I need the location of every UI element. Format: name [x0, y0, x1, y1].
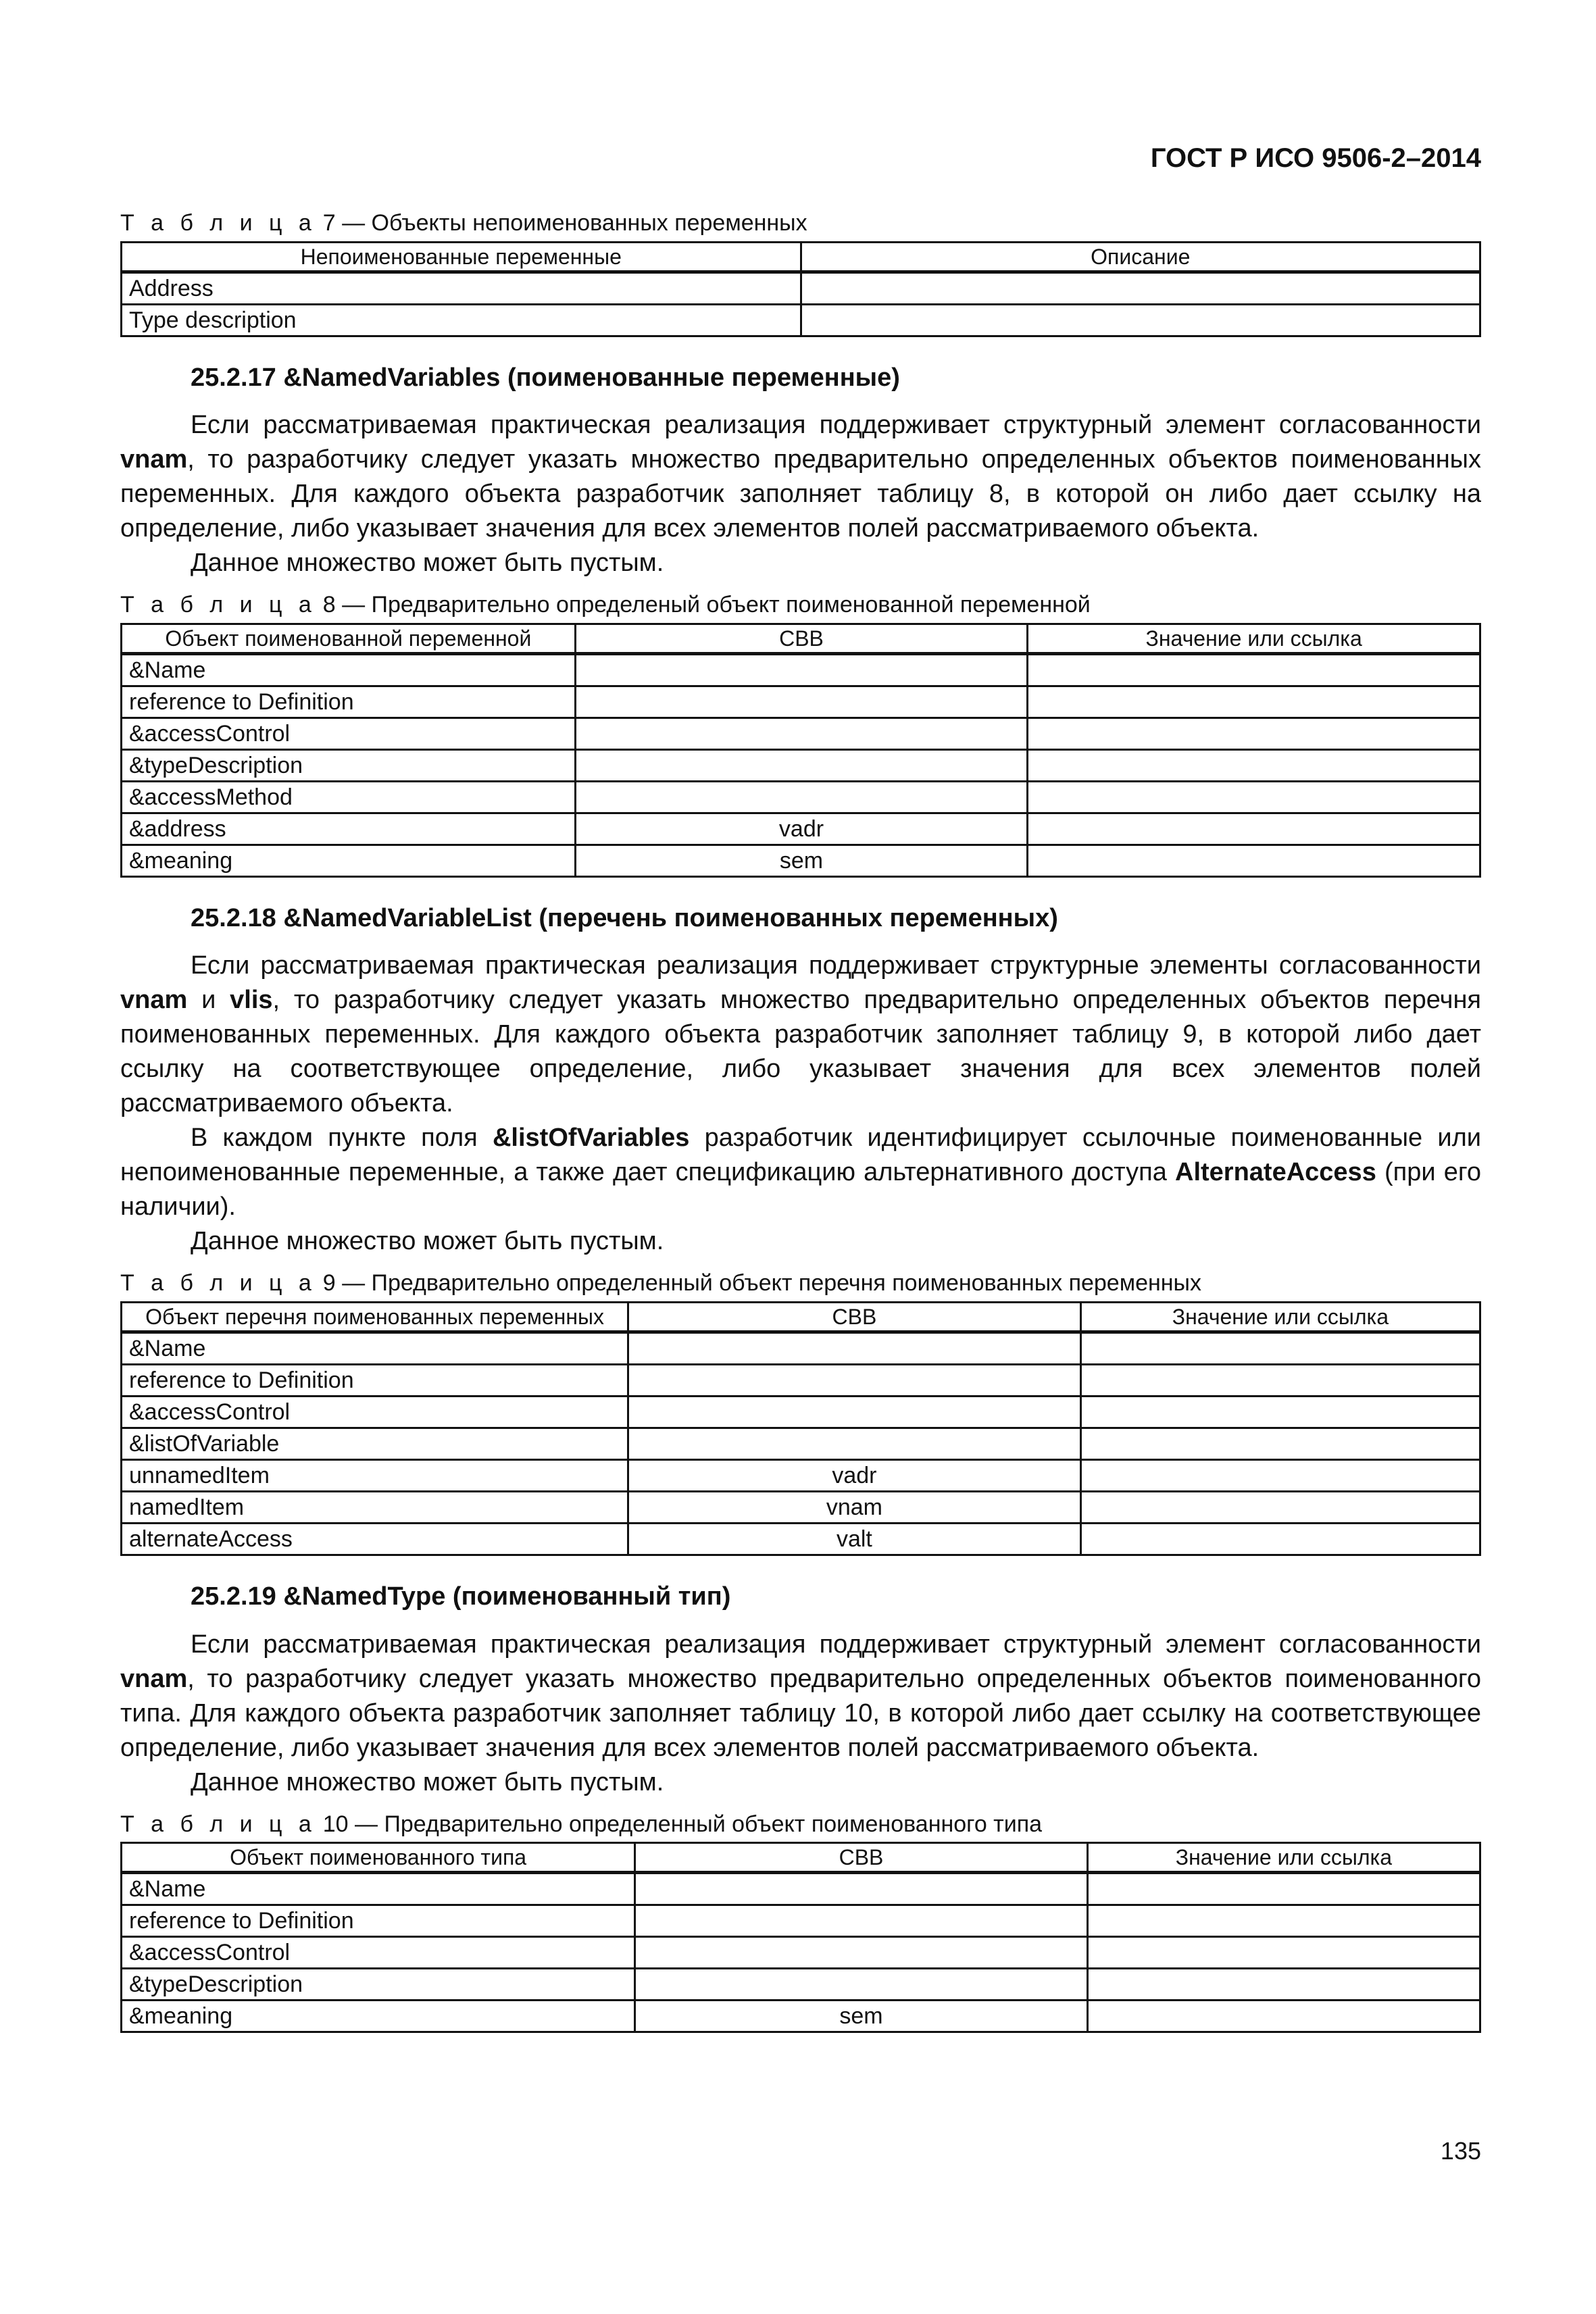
table-row — [122, 272, 1480, 304]
table-cell — [1087, 1937, 1480, 1969]
table-cell: &typeDescription — [122, 1969, 635, 2001]
table-cell: Type description — [122, 304, 801, 336]
table8-title: 8 — Предварительно определеный объект поименованной переменной — [316, 592, 1091, 618]
table-row — [122, 686, 1480, 718]
table-row — [122, 1969, 1480, 2001]
table-cell — [575, 686, 1028, 718]
document-page — [120, 142, 1481, 2033]
table-cell: reference to Definition — [122, 686, 576, 718]
table-cell — [628, 1428, 1081, 1460]
table-cell — [635, 1937, 1088, 1969]
bold-term: vlis — [230, 986, 273, 1015]
table-cell: vnam — [628, 1492, 1081, 1524]
table-cell: reference to Definition — [122, 1905, 635, 1937]
table-cell — [1080, 1524, 1480, 1555]
table-cell — [1028, 781, 1480, 813]
table-cell — [1087, 1969, 1480, 2001]
table9 — [120, 1301, 1481, 1556]
table-cell — [801, 272, 1480, 304]
column-header: Значение или ссылка — [1028, 624, 1480, 653]
table-row — [122, 1873, 1480, 1905]
table-row — [122, 1524, 1480, 1555]
table-cell — [1028, 813, 1480, 845]
table-cell — [575, 718, 1028, 749]
table-cell — [1028, 653, 1480, 686]
table-row — [122, 749, 1480, 781]
table-cell: &meaning — [122, 845, 576, 876]
column-header: Непоименованные переменные — [122, 242, 801, 272]
text-run: В каждом пункте поля — [191, 1124, 493, 1153]
text-run: , то разработчику следует указать множество предварительно определенных объектов поименованного типа. Для каждого объекта разработчик заполняет таблицу 10, в которой либо дает ссылку на соответствующее определение, либо указывает значения для всех элементов полей рассматриваемого объекта. — [120, 1664, 1481, 1762]
table-row — [122, 1905, 1480, 1937]
column-header: Значение или ссылка — [1087, 1843, 1480, 1873]
table-cell: &typeDescription — [122, 749, 576, 781]
table-cell: unnamedItem — [122, 1460, 628, 1492]
paragraph: Данное множество может быть пустым. — [191, 1227, 664, 1256]
table10-label: Т а б л и ц а — [120, 1811, 317, 1837]
table-cell: &meaning — [122, 2001, 635, 2032]
paragraph — [120, 1121, 1481, 1224]
table-cell — [1028, 718, 1480, 749]
table-cell: valt — [628, 1524, 1081, 1555]
table-row — [122, 781, 1480, 813]
table-header-row — [122, 624, 1480, 653]
table-cell: Address — [122, 272, 801, 304]
bold-term: &listOfVariables — [492, 1124, 690, 1153]
section-25-2-18 — [120, 902, 1481, 1259]
table-cell: reference to Definition — [122, 1365, 628, 1397]
table7-caption — [120, 209, 1481, 237]
bold-term: vnam — [120, 445, 188, 474]
table-row — [122, 304, 1480, 336]
text-run: , то разработчику следует указать множество предварительно определенных объектов перечня поименованных переменных. Для каждого объекта разработчик заполняет таблицу 9, в которой либо дает ссылку на соответствующее определение, либо указывает значения для всех элементов полей рассматриваемого объекта. — [120, 986, 1482, 1118]
table10 — [120, 1842, 1481, 2033]
table-cell — [1080, 1492, 1480, 1524]
table8-caption — [120, 591, 1481, 619]
table-row — [122, 1492, 1480, 1524]
text-run: и — [187, 986, 230, 1015]
column-header: Объект поименованного типа — [122, 1843, 635, 1873]
table-cell — [1087, 1905, 1480, 1937]
paragraph: Данное множество может быть пустым. — [191, 549, 664, 578]
bold-term: vnam — [120, 986, 188, 1015]
table-cell: &accessControl — [122, 1397, 628, 1428]
table-cell: &Name — [122, 653, 576, 686]
table-cell — [1087, 2001, 1480, 2032]
bold-term: vnam — [120, 1664, 188, 1693]
table-row — [122, 1428, 1480, 1460]
table-row — [122, 1937, 1480, 1969]
text-run: , то разработчику следует указать множество предварительно определенных объектов поименованных переменных. Для каждого объекта разработчик заполняет таблицу 8, в которой он либо дает ссылку на определение, либо указывает значения для всех элементов полей рассматриваемого объекта. — [120, 445, 1481, 543]
table-cell — [635, 1873, 1088, 1905]
table-cell: sem — [575, 845, 1028, 876]
table-row — [122, 1365, 1480, 1397]
column-header: СВВ — [635, 1843, 1088, 1873]
section-25-2-17 — [120, 361, 1481, 580]
table-row — [122, 718, 1480, 749]
table-cell — [801, 304, 1480, 336]
table-cell — [635, 1905, 1088, 1937]
table-cell: &address — [122, 813, 576, 845]
table-cell — [1028, 845, 1480, 876]
paragraph — [120, 408, 1481, 546]
section-25-2-19 — [120, 1580, 1481, 1799]
text-run: Если рассматриваемая практическая реализация поддерживает структурный элемент согласованности — [191, 411, 1481, 440]
table-cell: namedItem — [122, 1492, 628, 1524]
table-row — [122, 845, 1480, 876]
table9-caption — [120, 1269, 1481, 1297]
table-cell: vadr — [575, 813, 1028, 845]
table-row — [122, 1397, 1480, 1428]
table-row — [122, 1460, 1480, 1492]
table-cell — [575, 653, 1028, 686]
table8-label: Т а б л и ц а — [120, 592, 317, 618]
table-cell — [1080, 1332, 1480, 1365]
text-run: Если рассматриваемая практическая реализация поддерживает структурный элемент согласованности — [191, 1630, 1481, 1659]
column-header: Объект перечня поименованных переменных — [122, 1303, 628, 1332]
table10-title: 10 — Предварительно определенный объект поименованного типа — [316, 1811, 1043, 1837]
table-cell — [1080, 1460, 1480, 1492]
table-row — [122, 653, 1480, 686]
table-cell — [1028, 749, 1480, 781]
table9-label: Т а б л и ц а — [120, 1270, 317, 1297]
table-cell: sem — [635, 2001, 1088, 2032]
table-cell — [1080, 1397, 1480, 1428]
table-cell — [1080, 1428, 1480, 1460]
table-row — [122, 2001, 1480, 2032]
table-cell — [635, 1969, 1088, 2001]
table-cell — [1087, 1873, 1480, 1905]
table-cell: &accessControl — [122, 718, 576, 749]
table7-title: 7 — Объекты непоименованных переменных — [316, 210, 807, 236]
section-heading: 25.2.18 &NamedVariableList (перечень поименованных переменных) — [191, 903, 1058, 932]
table-row — [122, 1332, 1480, 1365]
table-cell: &listOfVariable — [122, 1428, 628, 1460]
table-cell — [575, 749, 1028, 781]
text-run: (при его наличии). — [120, 1158, 1481, 1222]
table-cell: &Name — [122, 1873, 635, 1905]
table-header-row — [122, 1843, 1480, 1873]
table7 — [120, 241, 1481, 337]
bold-term: AlternateAccess — [1175, 1158, 1376, 1187]
column-header: Объект поименованной переменной — [122, 624, 576, 653]
text-run: Если рассматриваемая практическая реализация поддерживает структурные элементы согласованности — [191, 951, 1481, 980]
column-header: СВВ — [575, 624, 1028, 653]
column-header: Описание — [801, 242, 1480, 272]
section-heading: 25.2.17 &NamedVariables (поименованные переменные) — [191, 363, 900, 392]
paragraph — [120, 949, 1481, 1121]
table-cell — [628, 1365, 1081, 1397]
table9-title: 9 — Предварительно определенный объект перечня поименованных переменных — [316, 1270, 1201, 1297]
table8 — [120, 623, 1481, 878]
text-run: разработчик идентифицирует ссылочные поименованные или непоименованные переменные, а также дает спецификацию альтернативного доступа — [120, 1124, 1481, 1187]
table-header-row — [122, 1303, 1480, 1332]
table-cell — [575, 781, 1028, 813]
table-cell: &accessMethod — [122, 781, 576, 813]
column-header: СВВ — [628, 1303, 1081, 1332]
column-header: Значение или ссылка — [1080, 1303, 1480, 1332]
page-number: 135 — [1440, 2137, 1481, 2165]
table-cell — [628, 1332, 1081, 1365]
table-cell — [628, 1397, 1081, 1428]
table-cell — [1080, 1365, 1480, 1397]
table-header-row — [122, 242, 1480, 272]
table-cell: &accessControl — [122, 1937, 635, 1969]
table-cell: alternateAccess — [122, 1524, 628, 1555]
document-code: ГОСТ Р ИСО 9506-2–2014 — [1150, 143, 1481, 173]
table-cell: &Name — [122, 1332, 628, 1365]
table-cell: vadr — [628, 1460, 1081, 1492]
paragraph: Данное множество может быть пустым. — [191, 1767, 664, 1796]
paragraph — [120, 1628, 1481, 1765]
table10-caption — [120, 1811, 1481, 1838]
table-row — [122, 813, 1480, 845]
table-cell — [1028, 686, 1480, 718]
section-heading: 25.2.19 &NamedType (поименованный тип) — [191, 1582, 731, 1611]
table7-label: Т а б л и ц а — [120, 210, 317, 236]
